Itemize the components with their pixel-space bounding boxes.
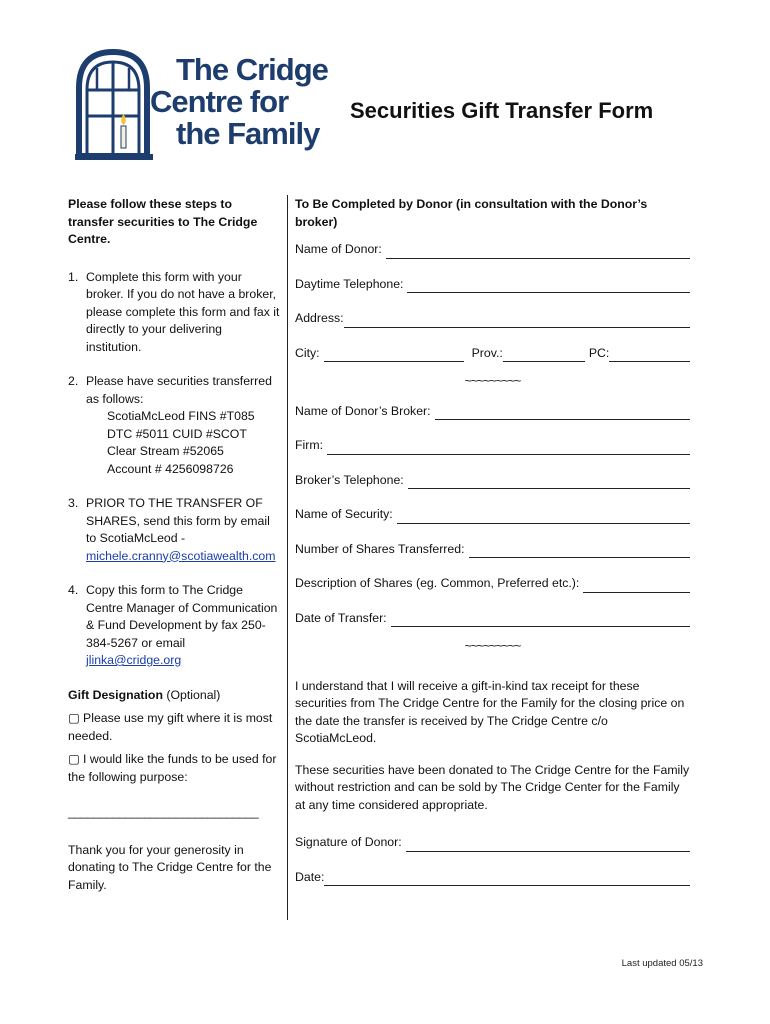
account-dtc: DTC #5011 CUID #SCOT [107, 426, 247, 441]
field-line[interactable] [469, 545, 691, 558]
signature-field[interactable] [295, 834, 690, 852]
tax-receipt-statement: I understand that I will receive a gift-in-kind tax receipt for these securities from The Cridge Centre for the Family for the closing price on the date the transfer is received by The Cridge Centre c/o ScotiaMcLeod. [295, 678, 685, 745]
broker-name-field[interactable] [295, 403, 690, 421]
logo-line-3: the Family [176, 116, 320, 151]
field-label: Date of Transfer: [295, 610, 387, 625]
daytime-phone-field[interactable] [295, 276, 690, 294]
step-text: Copy this form to The Cridge Centre Manager of Communication & Fund Development by fax 250-384-5267 or email [86, 583, 278, 650]
step-number: 3. [68, 496, 79, 510]
thank-you-text: Thank you for your generosity in donating to The Cridge Centre for the Family. [68, 842, 272, 892]
step-3 [68, 495, 280, 565]
date-field[interactable] [295, 869, 690, 887]
donor-name-field[interactable] [295, 241, 690, 259]
field-label: Description of Shares (eg. Common, Preferred etc.): [295, 576, 580, 590]
step-text: Please have securities transferred as follows: [86, 374, 272, 406]
field-label: Signature of Donor: [295, 835, 402, 849]
field-label: Broker’s Telephone: [295, 472, 404, 487]
city-line[interactable] [324, 349, 464, 362]
section-separator: ~~~~~~~~~ [464, 639, 521, 653]
transfer-date-field[interactable] [295, 610, 690, 628]
step-text: Complete this form with your broker. If you do not have a broker, please complete this form and fax it directly to your delivering institution. [86, 269, 280, 354]
field-line[interactable] [397, 511, 690, 524]
field-label: Name of Security: [295, 507, 393, 521]
logo-wordmark [150, 54, 328, 150]
city-prov-pc-row[interactable] [295, 345, 690, 363]
purpose-blank-line[interactable]: ______________________________ [68, 805, 259, 819]
donation-statement: These securities have been donated to The Cridge Centre for the Family without restriction and can be sold by The Cridge Center for the Family at any time considered appropriate. [295, 762, 690, 812]
gift-option-purpose[interactable]: ▢ I would like the funds to be used for the following purpose: [68, 752, 277, 784]
field-line[interactable] [324, 873, 690, 886]
logo-line-1: The Cridge [176, 52, 328, 87]
field-line[interactable] [386, 246, 690, 259]
step-2 [68, 373, 280, 478]
instructions-column [68, 196, 280, 894]
column-divider [287, 195, 288, 920]
share-description-field[interactable] [295, 575, 690, 593]
cridge-email-link[interactable]: jlinka@cridge.org [86, 653, 182, 667]
shares-count-field[interactable] [295, 541, 690, 559]
donor-form-column [295, 196, 690, 903]
page-title: Securities Gift Transfer Form [350, 98, 654, 123]
field-label: Name of Donor: [295, 242, 382, 256]
field-line[interactable] [408, 476, 690, 489]
field-line[interactable] [406, 839, 690, 852]
pc-label: PC: [588, 345, 610, 360]
field-line[interactable] [583, 580, 690, 593]
step-text: PRIOR TO THE TRANSFER OF SHARES, send this form by email to ScotiaMcLeod - [86, 496, 270, 545]
section-separator: ~~~~~~~~~ [464, 374, 521, 388]
field-line[interactable] [391, 614, 690, 627]
firm-field[interactable] [295, 437, 690, 455]
field-label: Address: [295, 311, 344, 325]
pc-line[interactable] [609, 349, 690, 362]
field-label: Name of Donor’s Broker: [295, 403, 431, 418]
step-4 [68, 582, 280, 670]
field-line[interactable] [344, 315, 690, 328]
address-field[interactable] [295, 310, 690, 328]
broker-phone-field[interactable] [295, 472, 690, 490]
field-label: Daytime Telephone: [295, 276, 404, 291]
step-number: 1. [68, 269, 79, 284]
field-label: Firm: [295, 438, 323, 452]
prov-line[interactable] [503, 349, 585, 362]
field-label: Number of Shares Transferred: [295, 541, 465, 556]
prov-label: Prov.: [471, 345, 503, 360]
field-line[interactable] [435, 407, 690, 420]
city-label: City: [295, 345, 320, 360]
gift-option-most-needed[interactable]: ▢ Please use my gift where it is most needed. [68, 711, 273, 743]
gift-heading-optional: (Optional) [162, 687, 221, 702]
logo-line-2: Centre for [150, 84, 289, 119]
donor-section-heading: To Be Completed by Donor (in consultation with the Donor’s broker) [295, 197, 648, 229]
field-line[interactable] [407, 280, 690, 293]
account-fins: ScotiaMcLeod FINS #T085 [107, 409, 255, 423]
step-number: 2. [68, 374, 79, 388]
account-number: Account # 4256098726 [107, 461, 234, 476]
field-label: Date: [295, 869, 325, 884]
last-updated-note: Last updated 05/13 [621, 958, 703, 969]
intro-text: Please follow these steps to transfer securities to The Cridge Centre. [68, 197, 258, 246]
gift-designation-heading [68, 687, 280, 705]
account-clearstream: Clear Stream #52065 [107, 444, 224, 458]
field-line[interactable] [327, 442, 690, 455]
gift-heading-label: Gift Designation [68, 687, 163, 702]
step-number: 4. [68, 583, 79, 597]
security-name-field[interactable] [295, 506, 690, 524]
scotia-email-link[interactable]: michele.cranny@scotiawealth.com [86, 548, 276, 563]
step-1 [68, 269, 280, 357]
